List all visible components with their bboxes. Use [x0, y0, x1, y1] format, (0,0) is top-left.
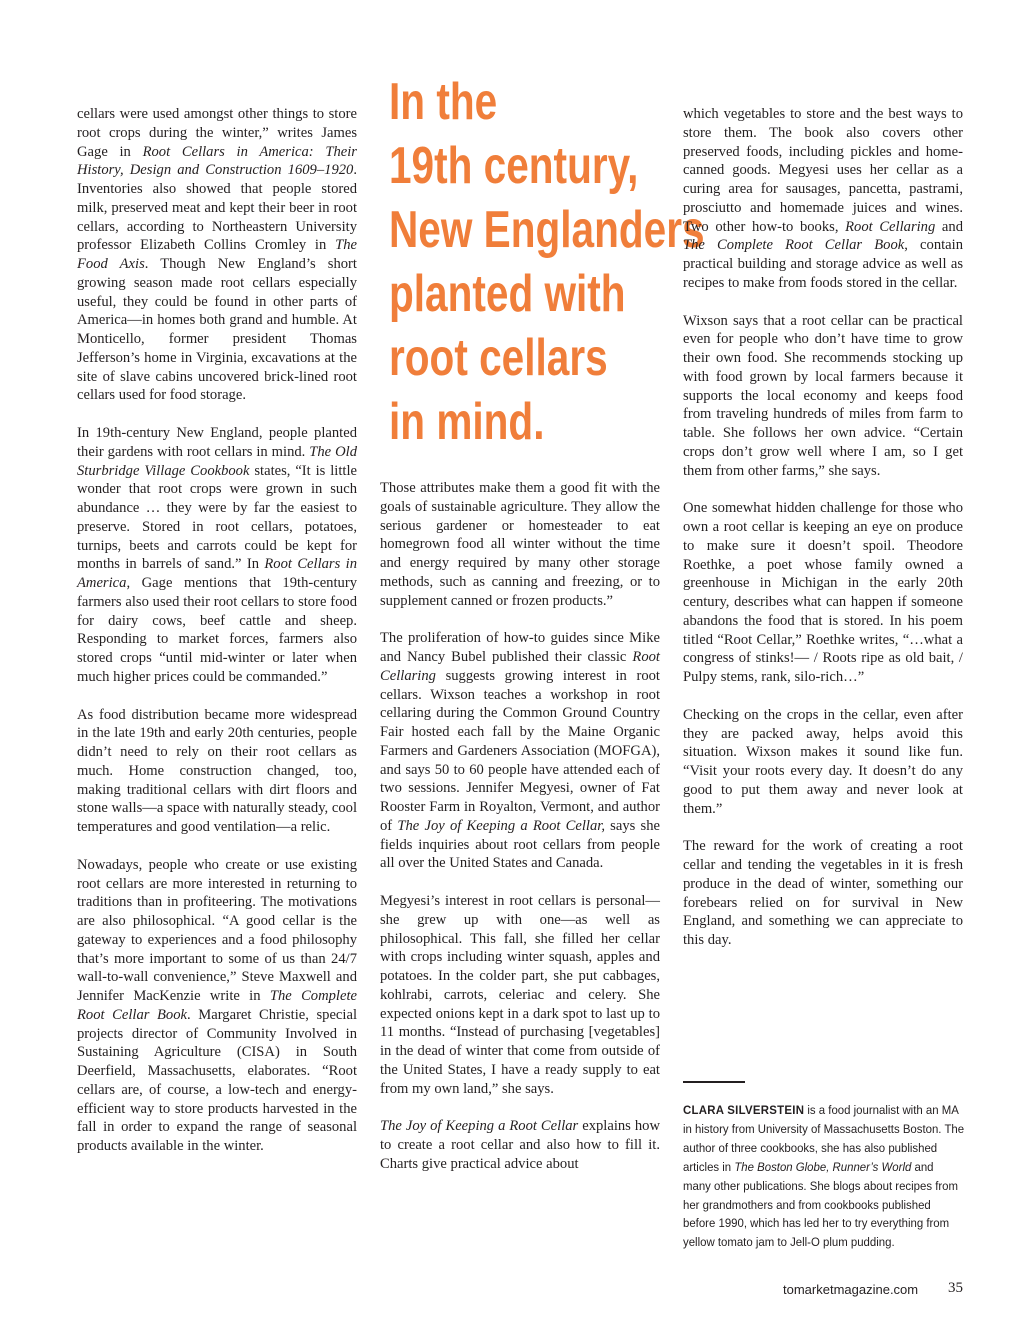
paragraph: One somewhat hidden challenge for those who own a root cellar is keeping an eye on produce to make sure it doesn’t spoil. Theodore Roethke, a poet whose family owned a greenhouse in Michigan in the early 20th century, describes what can happen if someone abandons the food that is stored. In his poem titled “Root Cellar,” Roethke writes, “…what a congress of stinks!— / Roots ripe as old bait, / Pulpy stems, rank, silo-rich…” [683, 500, 963, 685]
text: which vegetables to store and the best ways to store them. The book also covers other preserved foods, including pickles and home-canned goods. Megyesi uses her cellar as a curing area for sausages, pancetta, pastrami, prosciutto and homemade juices and wines. Two other how-to books, [683, 106, 963, 235]
book-title: Root Cellaring [845, 218, 936, 235]
pull-quote-line: New Englanders [389, 201, 705, 259]
text: Nowadays, people who create or use existing root cellars are more interested in returning to traditions than in profiteering. The motivations are also philosophical. “A good cellar is the gateway to experiences and a food philosophy that’s more important to some of us than 24/7 wall-to-wall convenience,” Steve Maxwell and Jennifer MacKenzie write in [77, 856, 357, 1004]
article-column-3 [683, 105, 963, 969]
text: suggests growing interest in root cellars. Wixson teaches a workshop in root cellaring during the Common Ground Country Fair hosted each fall by the Maine Organic Farmers and Gardeners Association (MOFGA), and says 50 to 60 people have attended each of two sessions. Jennifer Megyesi, owner of Fat Rooster Farm in Royalton, Vermont, and author of [380, 667, 660, 834]
text: In 19th-century New England, people planted their gardens with root cellars in mind. [77, 425, 357, 460]
paragraph: The reward for the work of creating a root cellar and tending the vegetables in it is fresh produce in the dead of winter, something our forebears relied on for survival in New England, and something we can appreciate to this day. [683, 838, 963, 948]
pull-quote-line: in mind. [389, 393, 545, 451]
author-bio [683, 1101, 965, 1252]
paragraph [77, 856, 357, 1156]
article-column-2 [380, 479, 660, 1193]
footer-website: tomarketmagazine.com [783, 1282, 919, 1297]
pull-quote-line: root cellars [389, 329, 608, 387]
paragraph [77, 424, 357, 687]
text: explains how to create a root cellar and also how to fill it. Charts give practical advice about [380, 1118, 660, 1172]
text: , Gage mentions that 19th-century farmers also used their root cellars to store food for dairy cows, beef cattle and sheep. Responding to market forces, farmers also stored crops “until mid-winter or later when much higher prices could be commanded.” [77, 575, 357, 685]
paragraph [77, 105, 357, 405]
pull-quote-line: 19th century, [389, 137, 639, 195]
book-title: The Complete Root Cellar Book [683, 237, 905, 254]
bio-divider [683, 1081, 745, 1083]
text: The proliferation of how-to guides since Mike and Nancy Bubel published their classic [380, 630, 660, 665]
paragraph [380, 629, 660, 873]
paragraph: Megyesi’s interest in root cellars is personal—she grew up with one—as well as philosophical. This fall, she filled her cellar with crops including winter squash, apples and potatoes. In the colder part, she put cabbages, kohlrabi, carrots, celeriac and celery. She expected onions kept in a dark spot to last up to 11 months. “Instead of purchasing [vegetables] in the dead of winter that come from outside of the United States, I have a ready supply to eat from my own land,” she says. [380, 893, 660, 1097]
text: and [935, 218, 963, 235]
book-title: The Old Sturbridge Village Cookbook [77, 443, 357, 479]
text: is a food journalist with an MA in history from University of Massachusetts Boston. The author of three cookbooks, she has also published articles in [683, 1103, 965, 1174]
author-name: CLARA SILVERSTEIN [683, 1103, 805, 1117]
text: states, “It is little wonder that root crops were grown in such abundance … they were by far the easiest to preserve. Stored in root cellars, potatoes, turnips, beets and carrots could be kept for months in barrels of sand.” In [77, 462, 357, 573]
paragraph: As food distribution became more widespread in the late 19th and early 20th centuries, people didn’t need to rely on their root cellars as much. Home construction changed, too, making traditional cellars with dirt floors and stone walls—a space with naturally steady, cool temperatures and good ventilation—a relic. [77, 706, 357, 835]
book-title: Root Cellaring [380, 649, 660, 684]
page-number: 35 [948, 1280, 963, 1296]
pull-quote [389, 70, 705, 454]
book-title: The Complete Root Cellar Book [77, 988, 357, 1023]
text: . Margaret Christie, special projects director of Community Involved in Sustaining Agriculture (CISA) in South Deerfield, Massachusetts, elaborates. “Root cellars are, of course, a low-tech and energy-efficient way to store products harvested in the fall in order to expand the range of seasonal products available in the winter. [77, 1006, 357, 1154]
text: says she fields inquiries about root cellars from people all over the United States and Canada. [380, 817, 660, 872]
paragraph: Wixson says that a root cellar can be practical even for people who don’t have time to grow their own food. She recommends stocking up with food grown by local farmers because it supports the local economy and keeps food from traveling hundreds of miles from farm to table. She follows her own advice. “Certain crops don’t grow well where I am, so I get them from other farms,” she says. [683, 312, 963, 479]
pull-quote-line: planted with [389, 265, 626, 323]
text: and many other publications. She blogs about recipes from her grandmothers and from cookbooks published before 1990, which has led her to try everything from yellow tomato jam to Jell-O plum pudding. [683, 1159, 959, 1250]
pull-quote-line: In the [389, 73, 498, 131]
paragraph: Those attributes make them a good fit with the goals of sustainable agriculture. They allow the serious gardener or homesteader to eat homegrown food all winter without the time and energy required by many other storage methods, such as canning and freezing, or to supplement canned or frozen products.” [380, 480, 660, 609]
publication-names: The Boston Globe, Runner’s World [734, 1159, 912, 1174]
paragraph [683, 105, 963, 293]
book-title: The Joy of Keeping a Root Cellar, [397, 817, 605, 834]
paragraph: Checking on the crops in the cellar, even after they are packed away, helps avoid this situation. Wixson makes it sound like fun. “Visit your roots every day. It doesn’t do any good to put them away and never look at them.” [683, 706, 963, 817]
paragraph [380, 1117, 660, 1173]
book-title: Root Cellars in America: Their History, Design and Construction 1609–1920 [77, 143, 357, 179]
book-title: The Food Axis [77, 237, 357, 272]
text: . Inventories also showed that people stored milk, preserved meat and kept their beer in root cellars, according to Northeastern University professor Elizabeth Collins Cromley in [77, 162, 357, 254]
book-title: Root Cellars in America [77, 556, 357, 591]
text: . Though New England’s short growing season made root cellars especially useful, they could be found in other parts of America—in homes both grand and humble. At Monticello, former president Thomas Jefferson’s home in Virginia, excavations at the site of slave cabins uncovered brick-lined root cellars used for food storage. [77, 256, 357, 404]
text: cellars were used amongst other things to store root crops during the winter,” writes James Gage in [77, 106, 357, 160]
book-title: The Joy of Keeping a Root Cellar [380, 1118, 579, 1135]
article-column-1 [77, 105, 357, 1175]
text: , contain practical building and storage advice as well as recipes to make from foods stored in the cellar. [683, 237, 963, 291]
